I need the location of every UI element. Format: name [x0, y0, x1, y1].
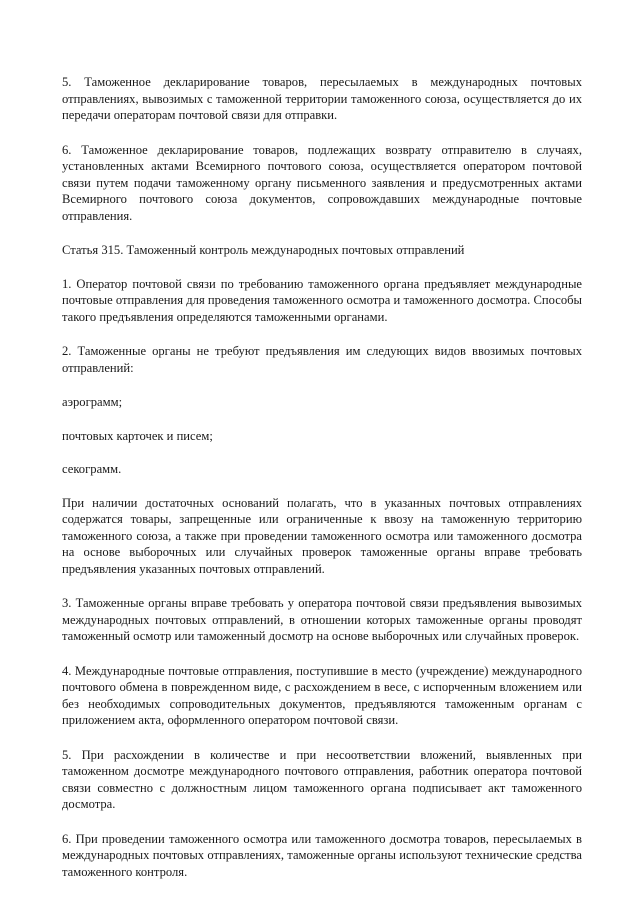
paragraph-4-damaged-items: 4. Международные почтовые отправления, поступившие в место (учреждение) международного почтового обмена в поврежденном виде, с расхождением в весе, с испорченным вложением или без необходимых сопроводительных документов, предъявляются таможенным органам с приложением акта, оформленного оператором почтовой связи.: [62, 663, 582, 727]
list-item-secograms: секограмм.: [62, 462, 122, 476]
list-item-postcards-letters: почтовых карточек и писем;: [62, 428, 213, 443]
list-item-aerograms: аэрограмм;: [62, 395, 123, 409]
paragraph-5-discrepancy-act: 5. При расхождении в количестве и при несоответствии вложений, выявленных при таможенном досмотре международного почтового отправления, работник оператора почтовой связи совместно с должностным лицом таможенного органа подписывает акт таможенного досмотра.: [62, 747, 582, 811]
article-315-heading: Статья 315. Таможенный контроль международных почтовых отправлений: [62, 243, 465, 257]
paragraph-2-exemptions: 2. Таможенные органы не требуют предъявления им следующих видов ввозимых почтовых отправлений:: [62, 344, 582, 375]
paragraph-1-presentation: 1. Оператор почтовой связи по требованию таможенного органа предъявляет международные почтовые отправления для проведения таможенного осмотра и таможенного досмотра. Способы такого предъявления определяются таможенными органами.: [62, 276, 582, 324]
paragraph-6-return-declaration: 6. Таможенное декларирование товаров, подлежащих возврату отправителю в случаях, установленных актами Всемирного почтового союза, осуществляется оператором почтовой связи путем подачи таможенному органу письменного заявления и предусмотренных актами Всемирного почтового союза документов, сопровождавших международные почтовые отправления.: [62, 142, 582, 223]
paragraph-3-export-presentation: 3. Таможенные органы вправе требовать у оператора почтовой связи предъявления вывозимых международных почтовых отправлений, в отношении которых таможенные органы проводят таможенный осмотр или таможенный досмотр на основе выборочных или случайных проверок.: [62, 596, 582, 643]
paragraph-grounds-for-presentation: При наличии достаточных оснований полагать, что в указанных почтовых отправлениях содержатся товары, запрещенные или ограниченные к ввозу на таможенную территорию таможенного союза, а также при проведении таможенного осмотра или таможенного досмотра на основе выборочных или случайных проверок таможенные органы вправе требовать предъявления указанных почтовых отправлений.: [62, 495, 582, 576]
paragraph-6-technical-means: 6. При проведении таможенного осмотра или таможенного досмотра товаров, пересылаемых в международных почтовых отправлениях, таможенные органы используют технические средства таможенного контроля.: [62, 831, 582, 879]
paragraph-5-export-declaration: 5. Таможенное декларирование товаров, пересылаемых в международных почтовых отправлениях, вывозимых с таможенной территории таможенного союза, осуществляется до их передачи операторам почтовой связи для отправки.: [62, 75, 582, 122]
